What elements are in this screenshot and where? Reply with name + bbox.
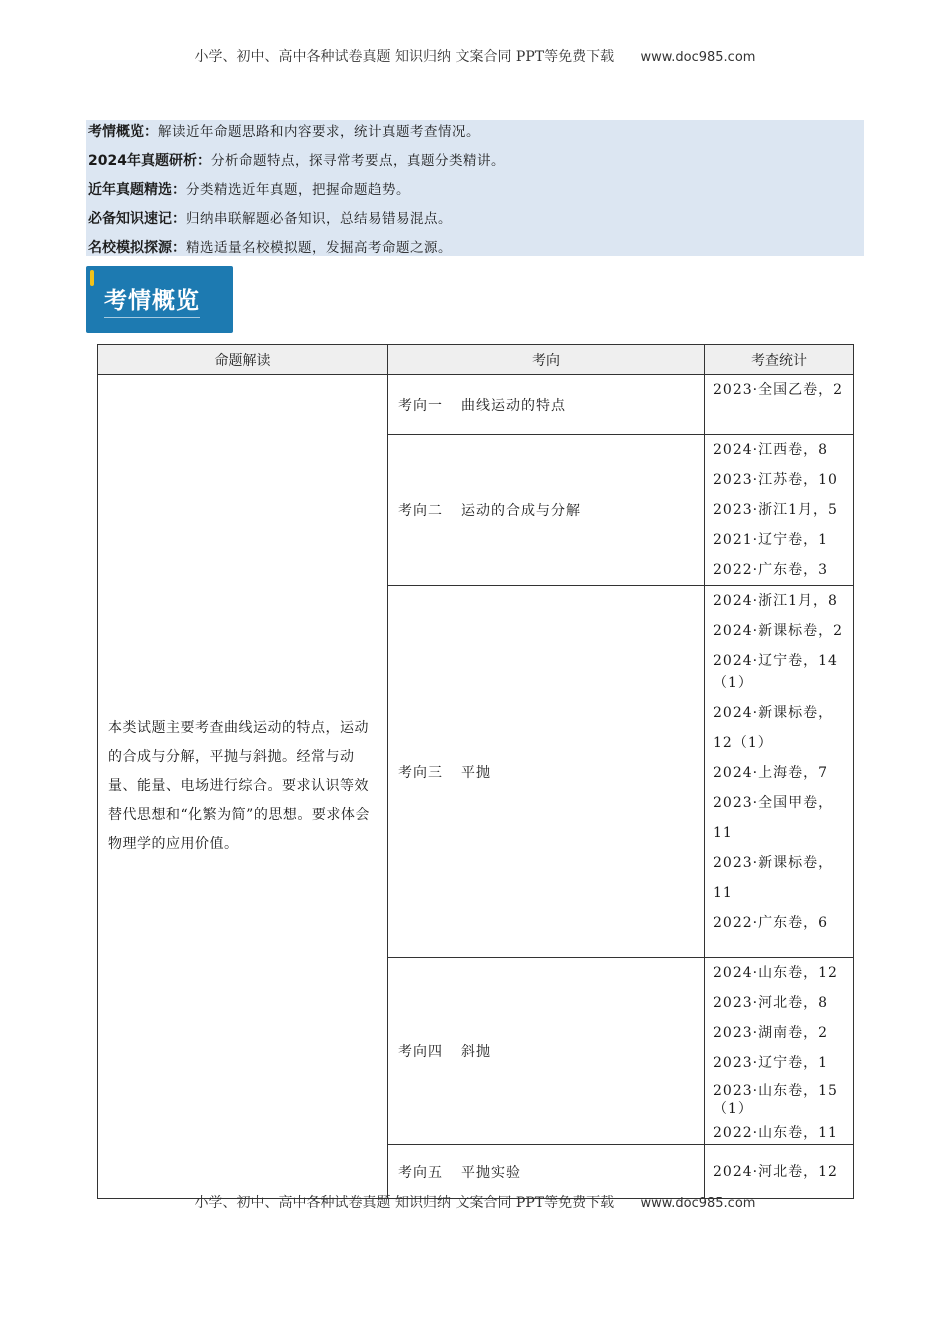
- column-header: 考向: [388, 345, 705, 375]
- stat-item: 2023·浙江1月，5: [713, 502, 838, 518]
- header-url-link[interactable]: www.doc985.com: [640, 50, 756, 65]
- stat-item: 2024·浙江1月，8: [713, 593, 838, 609]
- stat-item: 2024·新课标卷，12（1）: [713, 705, 834, 751]
- section-title: 考情概览: [104, 282, 200, 318]
- intro-line: [86, 149, 864, 178]
- intro-value: 精选适量名校模拟题，发掘高考命题之源。: [186, 240, 452, 256]
- stat-item: 2023·全国乙卷，2: [713, 382, 843, 398]
- section-title-banner: [86, 266, 233, 333]
- intro-value: 归纳串联解题必备知识，总结易错易混点。: [186, 211, 452, 227]
- intro-key: 近年真题精选：: [88, 182, 186, 198]
- intro-line: [86, 207, 864, 236]
- direction-name: 斜抛: [461, 1044, 491, 1060]
- stat-item: 2023·全国甲卷，11: [713, 795, 834, 841]
- stat-item: 2023·江苏卷，10: [713, 472, 838, 488]
- page-header: [0, 46, 950, 66]
- page-footer: [0, 1192, 950, 1212]
- direction-name: 运动的合成与分解: [461, 503, 581, 519]
- footer-url-link[interactable]: www.doc985.com: [640, 1196, 756, 1211]
- intro-line: [86, 178, 864, 207]
- direction-label: 考向二: [398, 503, 443, 519]
- direction-cell: [388, 435, 705, 586]
- stats-cell: [705, 375, 854, 435]
- stat-item: 2024·上海卷，7: [713, 765, 828, 781]
- stats-cell: [705, 586, 854, 958]
- column-header: 命题解读: [98, 345, 388, 375]
- stat-item: 2022·广东卷，3: [713, 562, 828, 578]
- direction-label: 考向一: [398, 397, 443, 414]
- direction-name: 平抛实验: [461, 1164, 521, 1181]
- stat-item: 2023·河北卷，8: [713, 995, 828, 1011]
- direction-cell: [388, 958, 705, 1145]
- intro-line: [86, 120, 864, 149]
- direction-name: 平抛: [461, 764, 491, 781]
- direction-label: 考向三: [398, 764, 443, 781]
- direction-cell: [388, 586, 705, 958]
- table-header-row: [98, 345, 854, 375]
- footer-text: 小学、初中、高中各种试卷真题 知识归纳 文案合同 PPT等免费下载: [194, 1195, 615, 1211]
- stats-cell: [705, 435, 854, 586]
- stat-item: 2024·新课标卷，2: [713, 623, 843, 639]
- direction-label: 考向四: [398, 1044, 443, 1060]
- stat-item: 2024·辽宁卷，14（1）: [713, 653, 838, 691]
- stat-item: 2023·新课标卷，11: [713, 855, 834, 901]
- header-text: 小学、初中、高中各种试卷真题 知识归纳 文案合同 PPT等免费下载: [194, 49, 615, 65]
- stat-item: 2023·湖南卷，2: [713, 1025, 828, 1041]
- intro-key: 2024年真题研析：: [88, 153, 211, 169]
- stat-item: 2024·江西卷，8: [713, 442, 828, 458]
- intro-value: 分析命题特点，探寻常考要点，真题分类精讲。: [210, 153, 505, 169]
- direction-name: 曲线运动的特点: [461, 397, 566, 414]
- intro-key: 考情概览：: [88, 124, 158, 140]
- direction-cell: [388, 375, 705, 435]
- intro-value: 分类精选近年真题，把握命题趋势。: [186, 182, 410, 198]
- overview-table: [97, 344, 854, 1199]
- stat-item: 2023·山东卷，15（1）: [713, 1083, 838, 1117]
- stat-item: 2024·河北卷，12: [713, 1163, 838, 1180]
- column-header: 考查统计: [705, 345, 854, 375]
- stat-item: 2024·山东卷，12: [713, 965, 838, 981]
- intro-value: 解读近年命题思路和内容要求，统计真题考查情况。: [158, 124, 480, 140]
- stat-item: 2022·广东卷，6: [713, 915, 828, 931]
- stat-item: 2023·辽宁卷，1: [713, 1055, 828, 1071]
- direction-label: 考向五: [398, 1164, 443, 1181]
- banner-accent-bar: [90, 270, 94, 286]
- description-cell: 本类试题主要考查曲线运动的特点，运动的合成与分解，平抛与斜抛。经常与动量、能量、电场进行综合。要求认识等效替代思想和“化繁为简”的思想。要求体会物理学的应用价值。: [98, 375, 388, 1199]
- intro-key: 名校模拟探源：: [88, 240, 186, 256]
- table-row: [98, 375, 854, 435]
- intro-box: [86, 120, 864, 256]
- direction-cell: [388, 1145, 705, 1199]
- stats-cell: [705, 958, 854, 1145]
- intro-line: [86, 236, 864, 265]
- stats-cell: [705, 1145, 854, 1199]
- intro-key: 必备知识速记：: [88, 211, 186, 227]
- stat-item: 2022·山东卷，11: [713, 1125, 838, 1141]
- stat-item: 2021·辽宁卷，1: [713, 532, 828, 548]
